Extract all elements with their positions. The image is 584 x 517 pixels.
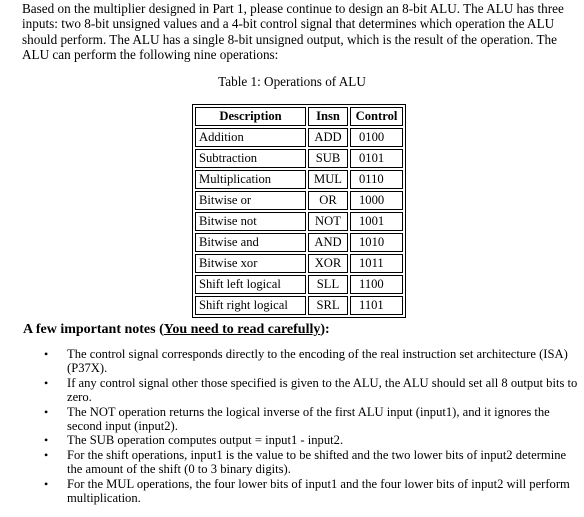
cell-control: 0110	[350, 170, 403, 189]
cell-insn: ADD	[308, 128, 348, 147]
list-item	[0, 433, 584, 447]
alu-operations-table	[192, 104, 406, 318]
note-text: The SUB operation computes output = input1 - input2.	[67, 433, 344, 448]
cell-control: 1100	[350, 275, 403, 294]
bullet-icon: •	[44, 375, 49, 390]
cell-insn: AND	[308, 233, 348, 252]
intro-paragraph: Based on the multiplier designed in Part 1, please continue to design an 8-bit ALU. The ALU has three inputs: two 8-bit unsigned values and a 4-bit control signal that determines which operation the ALU should perform. The ALU has a single 8-bit unsigned output, which is the result of the operation. The ALU can perform the following nine operations:	[22, 1, 564, 63]
cell-insn: SRL	[308, 296, 348, 315]
cell-control: 0101	[350, 149, 403, 168]
cell-description: Bitwise xor	[195, 254, 306, 273]
cell-insn: SLL	[308, 275, 348, 294]
table-header-row	[195, 107, 403, 126]
table-row	[195, 128, 403, 147]
cell-description: Bitwise or	[195, 191, 306, 210]
cell-description: Addition	[195, 128, 306, 147]
cell-control: 0100	[350, 128, 403, 147]
list-item	[0, 477, 584, 506]
notes-heading-underlined: You need to read carefully	[163, 322, 321, 337]
cell-insn: NOT	[308, 212, 348, 231]
bullet-icon: •	[44, 433, 49, 448]
cell-control: 1001	[350, 212, 403, 231]
note-text: The NOT operation returns the logical inverse of the first ALU input (input1), and it ignores the second input (input2).	[67, 404, 550, 434]
note-text: For the shift operations, input1 is the value to be shifted and the two lower bits of input2 determine the amount of the shift (0 to 3 binary digits).	[67, 447, 567, 477]
bullet-icon: •	[44, 347, 49, 361]
table-row	[195, 191, 403, 210]
table-row	[195, 233, 403, 252]
cell-insn: OR	[308, 191, 348, 210]
cell-description: Shift right logical	[195, 296, 306, 315]
list-item	[0, 405, 584, 434]
list-item	[0, 347, 584, 376]
table-row	[195, 212, 403, 231]
cell-insn: SUB	[308, 149, 348, 168]
bullet-icon: •	[44, 476, 49, 491]
note-text: If any control signal other those specified is given to the ALU, the ALU should set all 8 output bits to zero.	[67, 375, 578, 405]
cell-description: Multiplication	[195, 170, 306, 189]
header-description: Description	[195, 107, 306, 126]
cell-control: 1010	[350, 233, 403, 252]
header-control: Control	[350, 107, 403, 126]
header-insn: Insn	[308, 107, 348, 126]
cell-description: Bitwise and	[195, 233, 306, 252]
list-item	[0, 376, 584, 405]
notes-heading-prefix: A few important notes (	[23, 322, 164, 337]
cell-description: Bitwise not	[195, 212, 306, 231]
table-row	[195, 170, 403, 189]
cell-control: 1101	[350, 296, 403, 315]
cell-control: 1011	[350, 254, 403, 273]
table-row	[195, 275, 403, 294]
bullet-icon: •	[44, 447, 49, 462]
notes-heading-suffix: ):	[320, 322, 330, 337]
cell-description: Shift left logical	[195, 275, 306, 294]
cell-control: 1000	[350, 191, 403, 210]
table-row	[195, 149, 403, 168]
table-row	[195, 296, 403, 315]
note-text: For the MUL operations, the four lower bits of input1 and the four lower bits of input2 will perform multiplication.	[67, 476, 570, 506]
note-text: The control signal corresponds directly to the encoding of the real instruction set architecture (ISA) (P37X).	[67, 347, 568, 376]
cell-insn: MUL	[308, 170, 348, 189]
table-row	[195, 254, 403, 273]
table-caption: Table 1: Operations of ALU	[218, 74, 366, 89]
notes-heading	[23, 322, 330, 338]
bullet-icon: •	[44, 404, 49, 419]
cell-insn: XOR	[308, 254, 348, 273]
list-item	[0, 448, 584, 477]
cell-description: Subtraction	[195, 149, 306, 168]
notes-list	[0, 347, 584, 505]
